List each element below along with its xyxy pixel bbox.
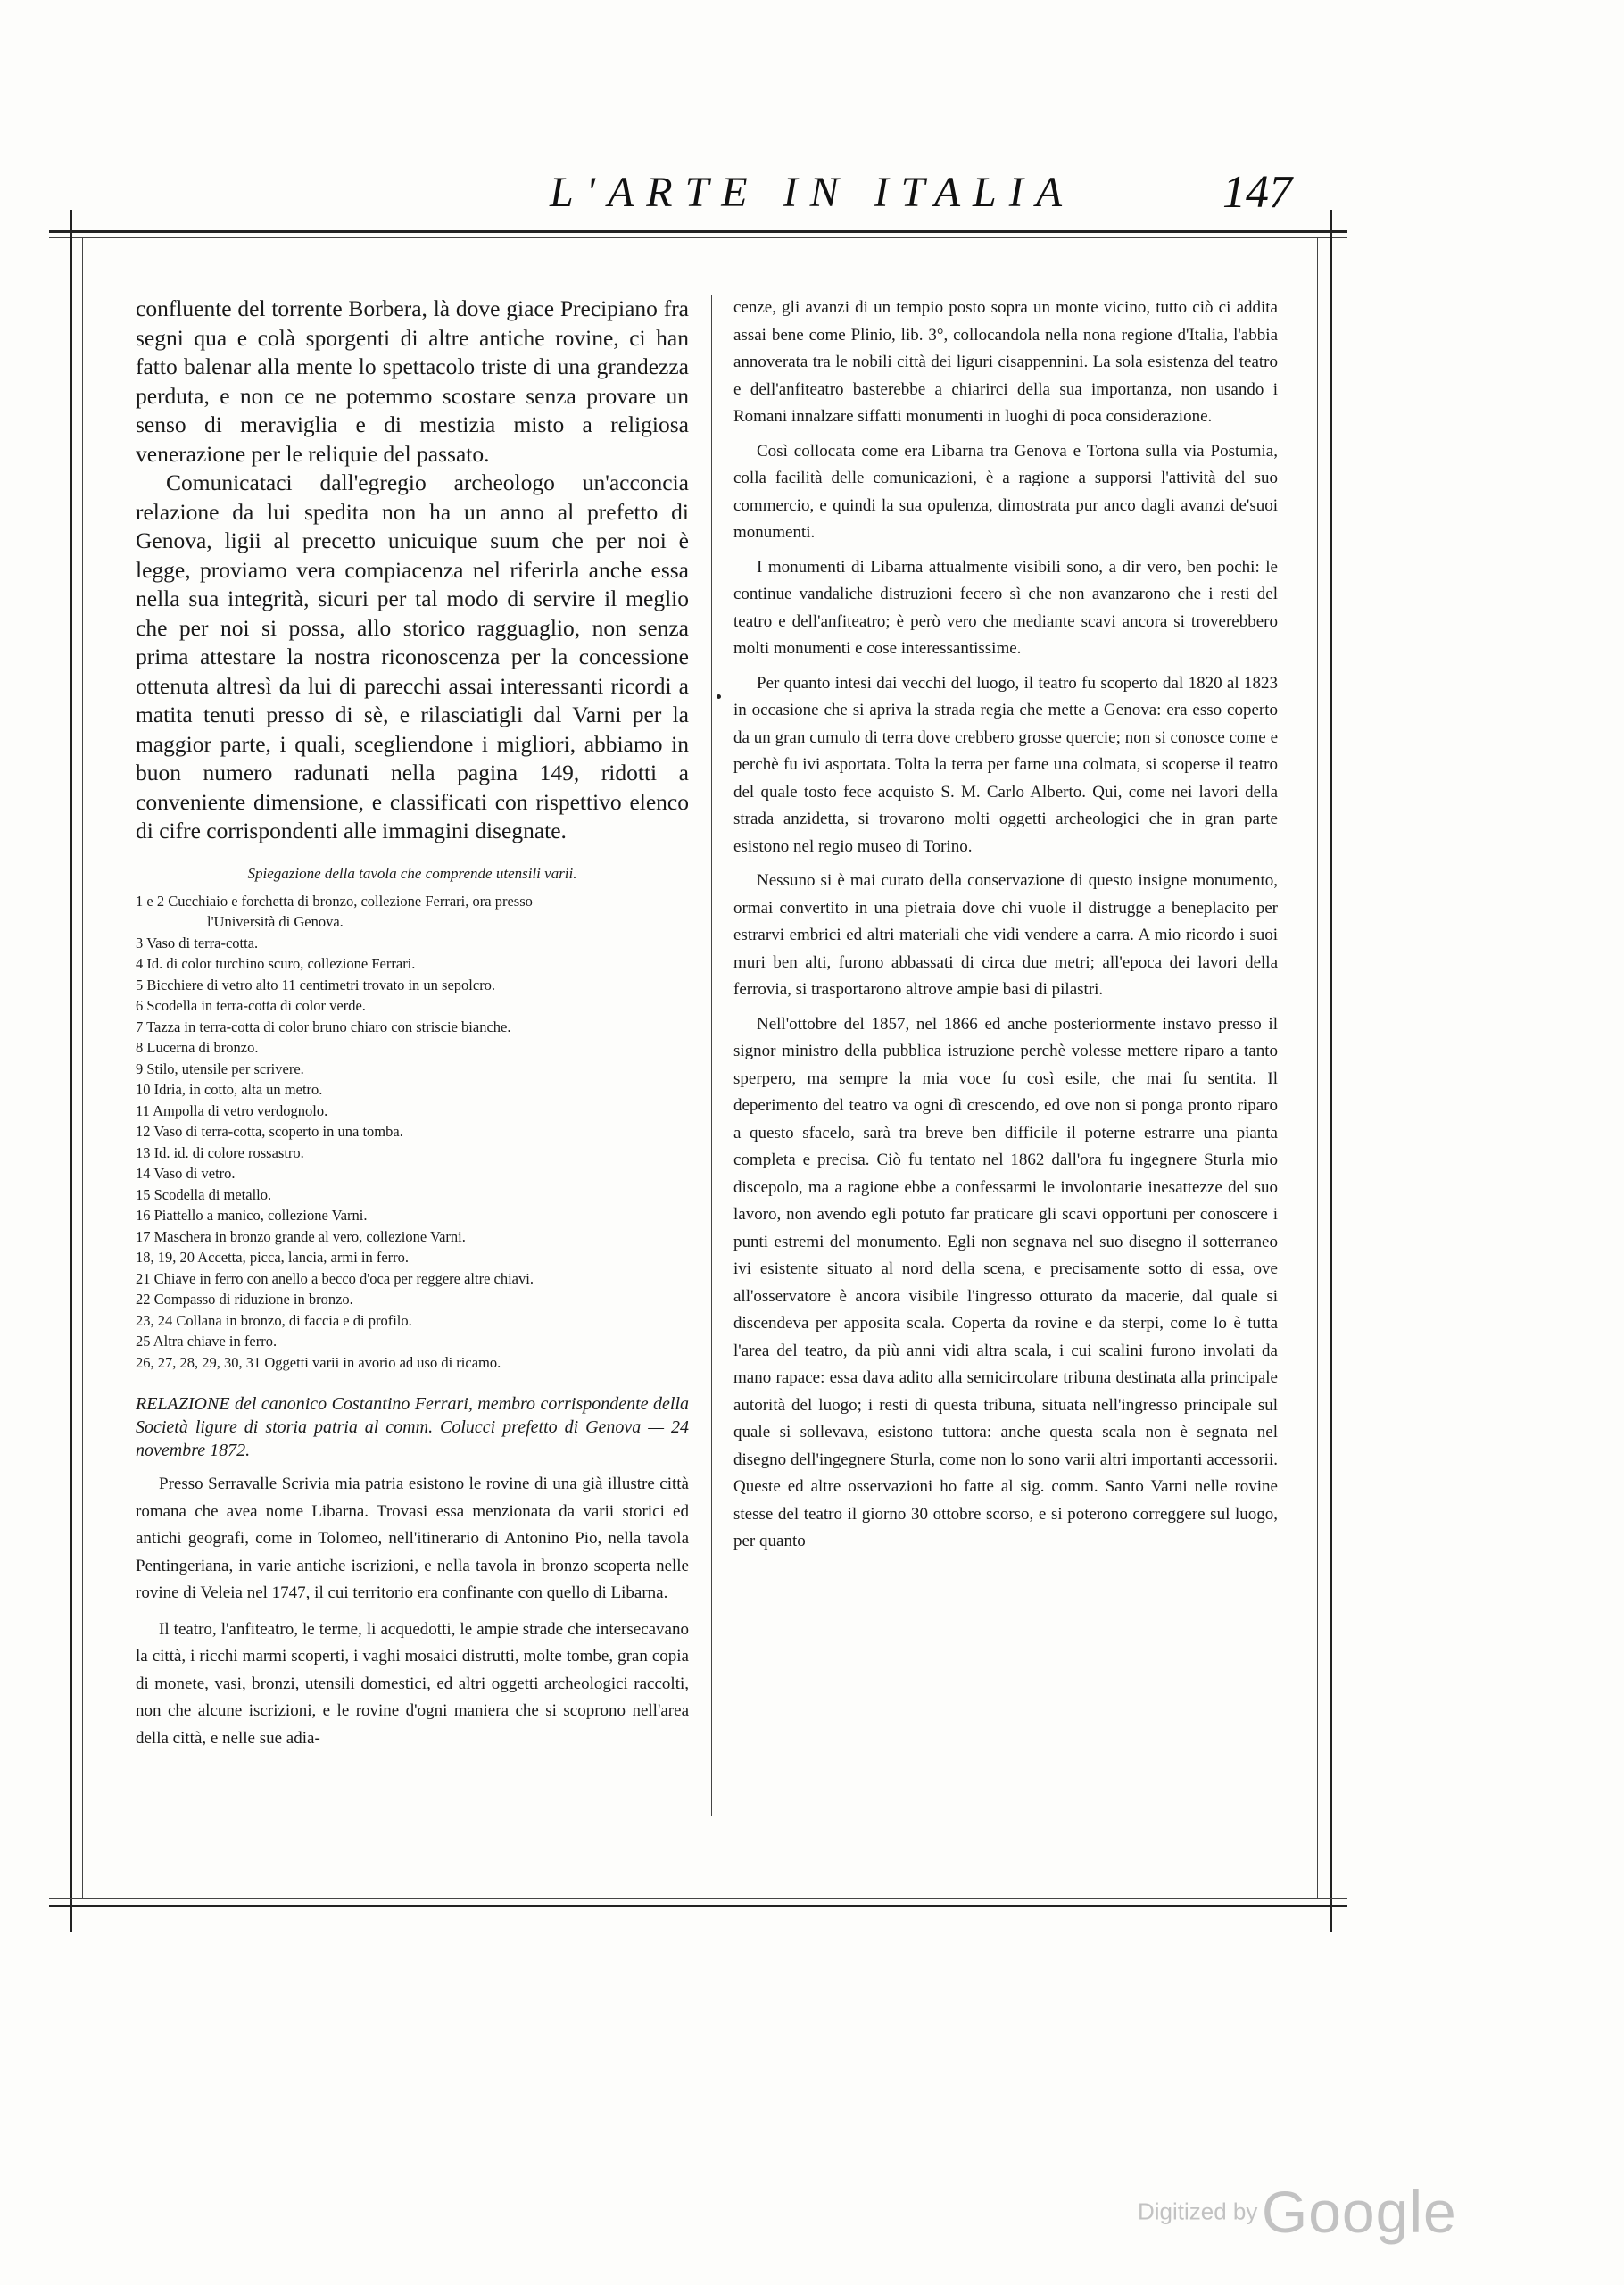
list-item: 25 Altra chiave in ferro.: [136, 1333, 278, 1350]
ink-speck: [717, 694, 721, 699]
list-item: l'Università di Genova.: [207, 913, 344, 930]
list-item: 23, 24 Collana in bronzo, di faccia e di profilo.: [136, 1311, 412, 1329]
digitized-watermark: [1138, 2178, 1457, 2246]
list-item: 15 Scodella di metallo.: [136, 1185, 272, 1203]
left-paragraph-2: Comunicataci dall'egregio archeologo un'acconcia relazione da lui spedita non ha un anno al prefetto di Genova, ligii al precetto unicuique suum che per noi è legge, proviamo vera compiacenza nel riferirla anche essa nella sua integrità, sicuri per tal modo di servire il meglio che per noi si possa, allo storico ragguaglio, non senza prima attestare la nostra riconoscenza per la concessione ottenuta altresì da lui di parecchi assai interessanti ricordi a matita tenuti presso di sè, e rilasciatigli dal Varni per la maggior parte, i quali, scegliendone i migliori, abbiamo in buon numero radunati nella pagina 149, ridotti a conveniente dimensione, e classificati con rispettivo elenco di cifre corrispondenti alle immagini disegnate.: [136, 469, 689, 843]
list-item: 11 Ampolla di vetro verdognolo.: [136, 1101, 328, 1119]
list-item: 18, 19, 20 Accetta, picca, lancia, armi in ferro.: [136, 1249, 410, 1266]
list-item: 10 Idria, in cotto, alta un metro.: [136, 1081, 323, 1098]
plate-items-list: [136, 891, 689, 1374]
list-item: 9 Stilo, utensile per scrivere.: [136, 1059, 304, 1077]
list-item: 17 Maschera in bronzo grande al vero, collezione Varni.: [136, 1227, 466, 1245]
list-item: 13 Id. id. di colore rossastro.: [136, 1143, 304, 1161]
left-paragraph-1: confluente del torrente Borbera, là dove giace Precipiano fra segni qua e colà sporgenti di altre antiche rovine, ci han fatto balenar alla mente lo spettacolo triste di una grandezza perduta, e non ce ne potemmo scostare senza provare un senso di meraviglia e di mestizia misto a religiosa venerazione per le reliquie del passato.: [136, 295, 689, 467]
right-paragraph-3: I monumenti di Libarna attualmente visibili sono, a dir vero, ben pochi: le continue vandaliche distruzioni fecero sì che non avanzarono che i resti del teatro e dell'anfiteatro; è però vero che mediante scavi ancora si troverebbero molti monumenti e cose interessantissime.: [733, 557, 1278, 658]
right-paragraph-5: Nessuno si è mai curato della conservazione di questo insigne monumento, ormai convertito in una pietraia dove chi vuole il distrugge a beneplacito per estrarvi embrici ed altri materiali che vidi vendere a carra. A mio ricordo i suoi muri ben alti, furono abbassati di circa due metri; all'epoca dei lavori della ferrovia, si trasportarono altrove ampie basi di pilastri.: [733, 871, 1278, 999]
relazione-heading: RELAZIONE del canonico Costantino Ferrari, membro corrispondente della Società ligure di storia patria al comm. Colucci prefetto di Genova — 24 novembre 1872.: [136, 1394, 689, 1460]
list-item: 7 Tazza in terra-cotta di color bruno chiaro con striscie bianche.: [136, 1018, 511, 1035]
list-item: 1 e 2 Cucchiaio e forchetta di bronzo, collezione Ferrari, ora presso: [136, 892, 533, 910]
right-paragraph-2: Così collocata come era Libarna tra Genova e Tortona sulla via Postumia, colla facilità delle comunicazioni, è a ragione a supporsi l'attività del suo commercio, e quindi la sua opulenza, dimostrata pur anco dagli avanzi de'suoi monumenti.: [733, 441, 1278, 542]
list-item: 14 Vaso di vetro.: [136, 1165, 236, 1182]
watermark-prefix: Digitized by: [1138, 2198, 1258, 2225]
frame-right-inner-rule: [1317, 237, 1318, 1898]
frame-top-rule: [49, 230, 1347, 233]
list-item: 3 Vaso di terra-cotta.: [136, 934, 259, 951]
right-column: [733, 295, 1278, 1563]
right-paragraph-6: Nell'ottobre del 1857, nel 1866 ed anche posteriormente instavo presso il signor ministro della pubblica istruzione perchè volesse mettere riparo a tanto sperpero, ma sempre la mia voce fu così esile, che mai fu sentita. Il deperimento del teatro va ogni dì crescendo, ed ove non si ponga pronto riparo a questo sfacelo, sarà tra breve ben difficile il poterne estrarre una pianta completa e precisa. Ciò fu tentato nel 1862 dall'ora fu ingegnere Sturla mio discepolo, ma a ragione ebbe a confessarmi le involontarie inesattezze del suo lavoro, non avendo egli potuto far praticare gli scavi opportuni per conoscere i punti estremi del monumento. Egli non segnava nel suo disegno il sotterraneo ivi esistente situato al nord della scena, e precisamente sotto di essa, ove all'osservatore è ancora visibile l'ingresso otturato da macerie, dal quale si discendeva per apposita scala. Coperta da rovine e da sterpi, come lo è tutta l'area del teatro, da più anni vidi altra scala, i cui scalini furono involati da mano rapace: essa dava adito alla semicircolare tribuna destinata alla principale autorità del luogo; i resti di questa tribuna, situata nell'ingresso principale sul quale si sollevava, esistono tuttora: anche questa scala non è segnata nel disegno dell'ingegnere Sturla, come non lo sono varii altri importanti accessorii. Queste ed altre osservazioni ho fatte al sig. comm. Santo Varni nelle rovine stesse del teatro il giorno 30 ottobre scorso, e si poterono correggere sul luogo, per quanto: [733, 1014, 1278, 1550]
list-item: 16 Piattello a manico, collezione Varni.: [136, 1207, 368, 1224]
list-item: 22 Compasso di riduzione in bronzo.: [136, 1291, 353, 1308]
frame-right-rule: [1330, 210, 1332, 1932]
right-paragraph-1: cenze, gli avanzi di un tempio posto sopra un monte vicino, tutto ciò ci addita assai bene come Plinio, lib. 3°, collocandola nella nona regione d'Italia, l'abbia annoverata tra le nobili città dei liguri cisappennini. La sola esistenza del teatro e dell'anfiteatro basterebbe a chiarirci della sua importanza, non usando i Romani innalzare siffatti monumenti in luoghi di poca considerazione.: [733, 298, 1278, 426]
running-title: L'ARTE IN ITALIA: [549, 169, 1075, 216]
list-item: 26, 27, 28, 29, 30, 31 Oggetti varii in avorio ad uso di ricamo.: [136, 1353, 501, 1371]
page-number: 147: [1222, 167, 1292, 218]
list-item: 8 Lucerna di bronzo.: [136, 1039, 259, 1056]
plate-caption: Spiegazione della tavola che comprende utensili varii.: [247, 864, 577, 882]
right-paragraph-4: Per quanto intesi dai vecchi del luogo, il teatro fu scoperto dal 1820 al 1823 in occasione che si apriva la strada regia che mette a Genova: era esso coperto da un gran cumulo di terra dove crebbero grosse quercie; non si conosce come e perchè fu ivi asportata. Tolta la terra per farne una colmata, si scoperse il teatro del quale tosto fece acquisto S. M. Carlo Alberto. Qui, come nei lavori della strada anzidetta, si trovarono molti oggetti archeologici che in gran parte esistono nel regio museo di Torino.: [733, 673, 1278, 856]
list-item: 6 Scodella in terra-cotta di color verde.: [136, 997, 366, 1014]
relazione-paragraph-2: Il teatro, l'anfiteatro, le terme, li acquedotti, le ampie strade che intersecavano la città, i ricchi marmi scoperti, i vaghi mosaici distrutti, molte tombe, gran copia di monete, vasi, bronzi, utensili domestici, ed altri oggetti archeologici raccolti, non che alcune iscrizioni, e le rovine d'ogni maniera che si scoprono nell'area della città, e nelle sue adia-: [136, 1619, 689, 1748]
list-item: 5 Bicchiere di vetro alto 11 centimetri trovato in un sepolcro.: [136, 976, 496, 993]
left-column: [136, 295, 689, 1761]
watermark-brand: Google: [1261, 2179, 1457, 2245]
frame-top-rule-inner: [49, 237, 1347, 238]
frame-left-rule: [70, 210, 72, 1932]
frame-bottom-rule: [49, 1905, 1347, 1907]
column-divider: [711, 295, 712, 1816]
list-item: 12 Vaso di terra-cotta, scoperto in una tomba.: [136, 1123, 403, 1140]
list-item: 4 Id. di color turchino scuro, collezione Ferrari.: [136, 955, 416, 972]
relazione-paragraph-1: Presso Serravalle Scrivia mia patria esistono le rovine di una già illustre città romana che avea nome Libarna. Trovasi essa menzionata da varii storici ed antichi geografi, come in Tolomeo, nell'itinerario di Antonino Pio, nella tavola Pentingeriana, in varie antiche iscrizioni, e nella tavola in bronzo scoperta nelle rovine di Veleia nel 1747, il cui territorio era confinante con quello di Libarna.: [136, 1475, 689, 1602]
frame-bottom-rule-inner: [49, 1898, 1347, 1899]
list-item: 21 Chiave in ferro con anello a becco d'oca per reggere altre chiavi.: [136, 1269, 534, 1287]
frame-left-inner-rule: [82, 237, 83, 1898]
